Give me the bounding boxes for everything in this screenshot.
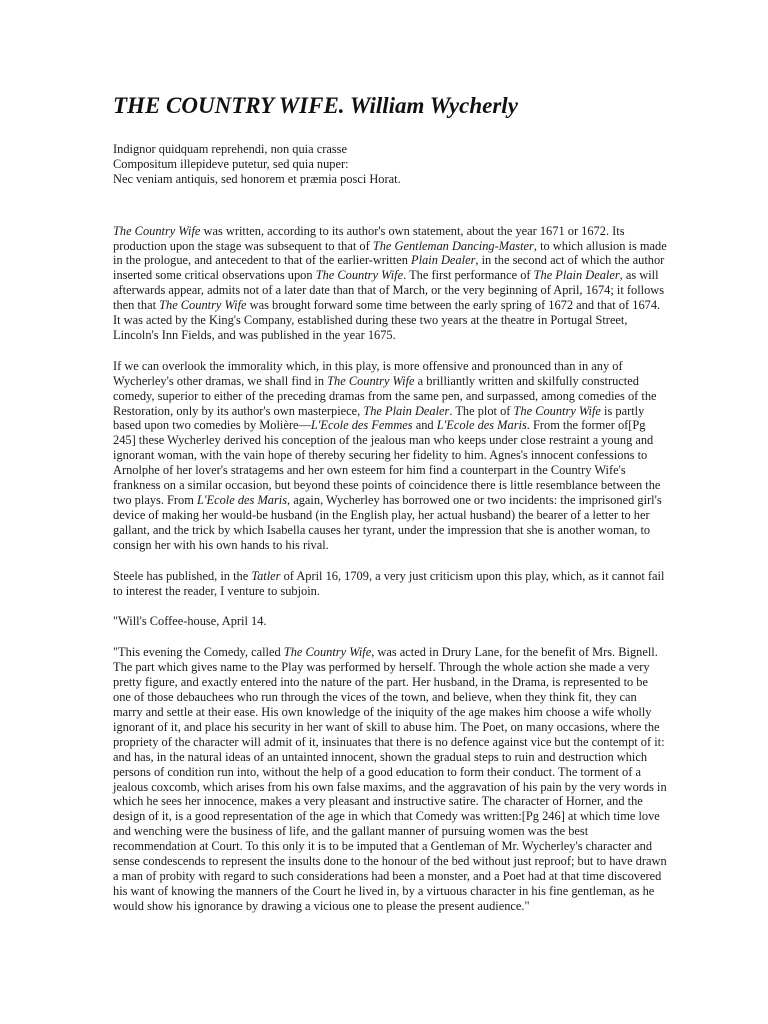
body-paragraph bbox=[113, 569, 668, 599]
paragraph-text: of April 16, 1709, a very just criticism upon this play, which, as it cannot fail to interest the reader, I venture to subjoin. bbox=[113, 568, 665, 598]
epigraph-line: Compositum illepideve putetur, sed quia nuper: bbox=[113, 157, 349, 172]
paragraph-text: is partly based upon two comedies by Molière— bbox=[113, 403, 645, 433]
paragraph-text: , in the second act of which the author inserted some critical observations upon bbox=[113, 253, 665, 283]
paragraph-text: "Will's Coffee-house, April 14. bbox=[113, 614, 267, 629]
paragraph-text: "This evening the Comedy, called bbox=[113, 645, 284, 660]
italic-title-text: The Country Wife bbox=[513, 403, 601, 418]
epigraph bbox=[113, 142, 668, 188]
paragraph-text: . From the former of[Pg 245] these Wycherley derived his conception of the jealous man who keeps under close restraint a young and ignorant woman, with the vain hope of thereby securing her fidelity to him. Agnes's innocent confessions to Arnolphe of her lover's stratagems and her own esteem for him find a counterpart in the Country Wife's frankness on a similar occasion, but beyond these points of coincidence there is little resemblance between the two plays. From bbox=[113, 418, 661, 508]
body-text bbox=[113, 224, 668, 914]
italic-title-text: L'Ecole des Femmes bbox=[310, 418, 413, 433]
document-title: THE COUNTRY WIFE. William Wycherly bbox=[113, 93, 518, 118]
italic-title-text: The Country Wife bbox=[315, 268, 404, 283]
paragraph-text: and bbox=[412, 418, 437, 433]
italic-title-text: The Gentleman Dancing-Master bbox=[372, 238, 534, 253]
paragraph-text: , as will afterwards appear, admits not of a later date than that of March, or the very beginning of April, 1674; it follows then that bbox=[113, 268, 665, 313]
paragraph-text: , to which allusion is made in the prologue, and antecedent to that of the earlier-written bbox=[113, 238, 667, 268]
paragraph-text: was brought forward some time between the early spring of 1672 and that of 1674. It was acted by the King's Company, established during these two years at the theatre in Portugal Street, Lincoln's Inn Fields, and was published in the year 1675. bbox=[113, 298, 661, 342]
paragraph-text: a brilliantly written and skilfully constructed comedy, superior to either of the preceding dramas from the same pen, and surpassed, among comedies of the Restoration, only by its author's own masterpiece, bbox=[113, 373, 657, 418]
body-paragraph bbox=[113, 359, 668, 553]
paragraph-text: , was acted in Drury Lane, for the benefit of Mrs. Bignell. The part which gives name to the Play was performed by herself. Through the whole action she made a very pretty figure, and exactly entered into the nature of the part. Her husband, in the Drama, is represented to be one of those debauchees who run through the vices of the town, and believe, when they think fit, they can marry and settle at their ease. His own knowledge of the iniquity of the age makes him choose a wife wholly ignorant of it, and place his security in her want of skill to abuse him. The Poet, on many occasions, where the propriety of the character will admit of it, insinuates that there is no defence against vice but the contempt of it: and has, in the natural ideas of an untainted innocent, shown the gradual steps to ruin and destruction which persons of condition run into, without the help of a good education to form their conduct. The torment of a jealous coxcomb, which arises from his own false maxims, and the aggravation of his pain by the very words in which he sees her innocence, makes a very pleasant and instructive satire. The character of Horner, and the design of it, is a good representation of the age in which that Comedy was written:[Pg 246] at which time love and wenching were the business of life, and the gallant manner of pursuing women was the best recommendation at Court. To this only it is to be imputed that a Gentleman of Mr. Wycherley's character and sense condescends to represent the insults done to the honour of the bed without just reproof; but to have drawn a man of probity with regard to such considerations had been a monster, and a Poet had at that time discovered his want of knowing the manners of the Court he lived in, by a virtuous character in his fine gentleman, as he would show his ignorance by drawing a vicious one to please the present audience." bbox=[113, 645, 667, 913]
italic-title-text: The Country Wife bbox=[283, 645, 372, 660]
paragraph-text: was written, according to its author's own statement, about the year 1671 or 1672. Its production upon the stage was subsequent to that of bbox=[113, 223, 625, 253]
italic-title-text: L'Ecole des Maris bbox=[196, 493, 288, 508]
paragraph-text: . The first performance of bbox=[403, 268, 534, 283]
paragraph-text: Steele has published, in the bbox=[113, 568, 252, 583]
paragraph-text: If we can overlook the immorality which, in this play, is more offensive and pronounced than in any of Wycherley's other dramas, we shall find in bbox=[113, 358, 623, 388]
paragraph-text: , again, Wycherley has borrowed one or two incidents: the imprisoned girl's device of making her would-be husband (in the English play, her actual husband) the bearer of a letter to her gallant, and the trick by which Isabella causes her tyrant, under the impression that she is another woman, to consign her with his own hands to his rival. bbox=[113, 493, 662, 552]
body-paragraph bbox=[113, 645, 668, 913]
italic-title-text: The Country Wife bbox=[327, 373, 415, 388]
body-paragraph bbox=[113, 614, 668, 629]
paragraph-text: . The plot of bbox=[449, 403, 514, 418]
italic-title-text: Plain Dealer bbox=[411, 253, 476, 268]
italic-title-text: The Plain Dealer bbox=[363, 403, 450, 418]
italic-title-text: The Country Wife bbox=[113, 223, 201, 238]
italic-title-text: The Plain Dealer bbox=[533, 268, 620, 283]
epigraph-line: Indignor quidquam reprehendi, non quia crasse bbox=[113, 142, 347, 156]
italic-title-text: Tatler bbox=[251, 568, 281, 583]
epigraph-line: Nec veniam antiquis, sed honorem et præmia posci Horat. bbox=[113, 172, 401, 187]
italic-title-text: The Country Wife bbox=[159, 298, 247, 313]
italic-title-text: L'Ecole des Maris bbox=[436, 418, 527, 433]
body-paragraph bbox=[113, 224, 668, 343]
